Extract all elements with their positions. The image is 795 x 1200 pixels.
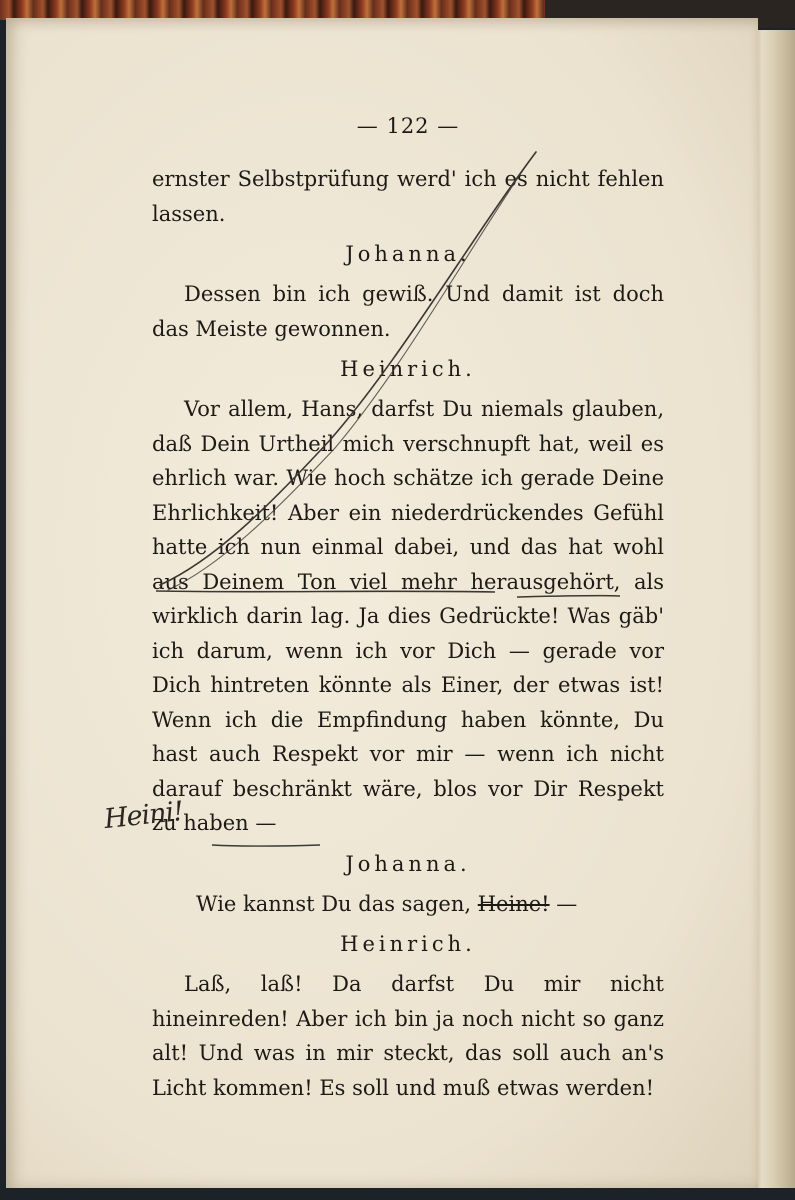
dialogue-line [152,887,664,922]
speaker-name: Heinrich. [340,357,476,381]
dialogue-dash: — [556,891,578,916]
speaker-name: Johanna. [345,242,471,266]
struck-word: Heine! [477,891,550,916]
paragraph: Laß, laß! Da darfst Du mir nicht hineinreden! Aber ich bin ja noch nicht so ganz alt! Und was in mir steckt, das soll auch an's Licht kommen! Es soll und muß etwas werden! [152,972,664,1100]
handwritten-annotation: Heini! [102,795,185,836]
page-edge [756,30,795,1188]
paragraph: Vor allem, Hans, darfst Du niemals glauben, daß Dein Urtheil mich verschnupft hat, weil es ehrlich war. Wie hoch schätze ich gerade Deine Ehrlichkeit! Aber ein niederdrückendes Gefühl hatte ich nun einmal dabei, und das hat wohl aus Deinem Ton viel mehr herausgehört, als wirklich darin lag. Ja dies Gedrückte! Was gäb' ich darum, wenn ich vor Dich — gerade vor Dich hintreten könnte als Einer, der etwas ist! Wenn ich die Empfindung haben könnte, Du hast auch Respekt vor mir — wenn ich nicht darauf beschränkt wäre, blos vor Dir Respekt zu haben — [152,397,664,835]
paragraph: Dessen bin ich gewiß. Und damit ist doch das Meiste gewonnen. [152,282,664,341]
speaker-name: Johanna. [345,851,471,876]
page-text [152,112,664,1105]
dialogue-text: Wie kannst Du das sagen, [196,891,472,916]
paragraph: ernster Selbstprüfung werd' ich es nicht fehlen lassen. [152,167,664,226]
page-number: — 122 — [356,114,460,138]
speaker-name: Heinrich. [340,932,476,956]
